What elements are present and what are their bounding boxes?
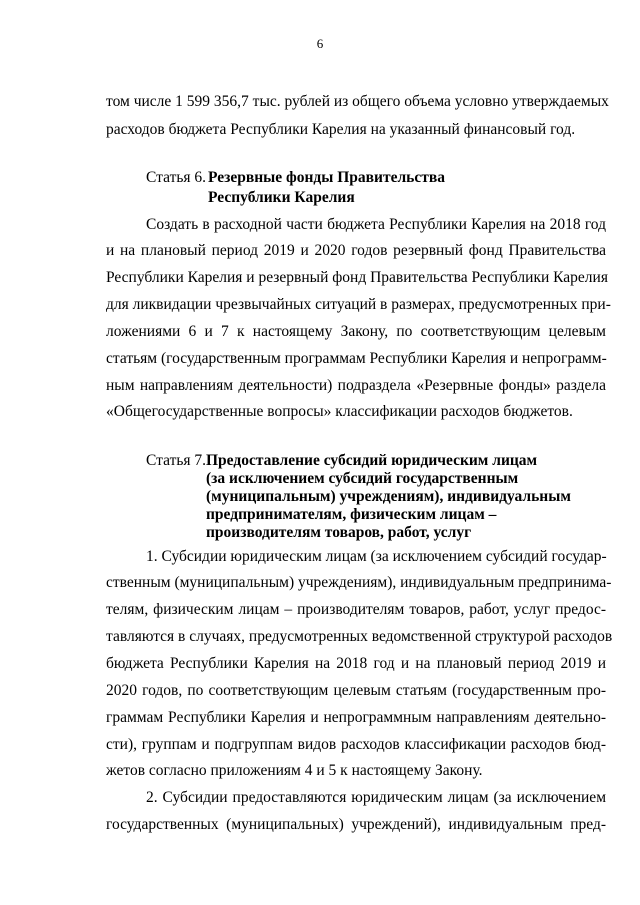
text-line: для ликвидации чрезвычайных ситуаций в размерах, предусмотренных при- [106, 296, 611, 313]
text-line: «Общегосударственные вопросы» классификации расходов бюджетов. [106, 403, 573, 420]
text-line: Создать в расходной части бюджета Республики Карелия на 2018 год [146, 216, 606, 233]
text-line: государственных (муниципальных) учреждений), индивидуальным пред- [106, 816, 606, 833]
text-line: расходов бюджета Республики Карелия на указанный финансовый год. [106, 121, 576, 138]
text-line: телям, физическим лицам – производителям товаров, работ, услуг предос- [106, 601, 606, 618]
text-line: граммам Республики Карелия и непрограммным направлениям деятельно- [106, 709, 606, 726]
article-6-title-line: Республики Карелия [208, 189, 355, 206]
text-line: 1. Субсидии юридическим лицам (за исключением субсидий государ- [146, 548, 607, 565]
article-7-title-line: (муниципальным) учреждениям), индивидуальным [206, 488, 571, 505]
article-7-title-line: (за исключением субсидий государственным [206, 470, 519, 487]
text-line: Республики Карелия и резервный фонд Правительства Республики Карелия [106, 269, 608, 286]
text-line: статьям (государственным программам Республики Карелия и непрограмм- [106, 350, 607, 367]
text-line: 2. Субсидии предоставляются юридическим лицам (за исключением [146, 789, 606, 806]
page-number: 6 [316, 36, 324, 51]
text-line: бюджета Республики Карелия на 2018 год и на плановый период 2019 и [106, 655, 606, 672]
article-7-label: Статья 7. [146, 452, 207, 469]
article-7-title-line: производителям товаров, работ, услуг [206, 524, 472, 541]
text-line: том числе 1 599 356,7 тыс. рублей из общего объема условно утверждаемых [106, 93, 609, 110]
text-line: ным направлениям деятельности) подраздела «Резервные фонды» раздела [106, 377, 606, 394]
article-6-title-line: Резервные фонды Правительства [208, 169, 445, 186]
text-line: и на плановый период 2019 и 2020 годов резервный фонд Правительства [106, 242, 606, 259]
text-line: ственным (муниципальным) учреждениям), индивидуальным предпринима- [106, 574, 612, 591]
text-line: тавляются в случаях, предусмотренных ведомственной структурой расходов [106, 628, 613, 645]
article-6-label: Статья 6. [146, 169, 207, 186]
text-line: ложениями 6 и 7 к настоящему Закону, по соответствующим целевым [106, 323, 606, 340]
text-line: 2020 годов, по соответствующим целевым статьям (государственным про- [106, 682, 606, 699]
text-line: сти), группам и подгруппам видов расходов классификации расходов бюд- [106, 736, 606, 753]
article-7-title-line: предпринимателям, физическим лицам – [206, 506, 497, 523]
article-7-title-line: Предоставление субсидий юридическим лицам [206, 452, 538, 469]
text-line: жетов согласно приложениям 4 и 5 к настоящему Закону. [106, 762, 483, 779]
